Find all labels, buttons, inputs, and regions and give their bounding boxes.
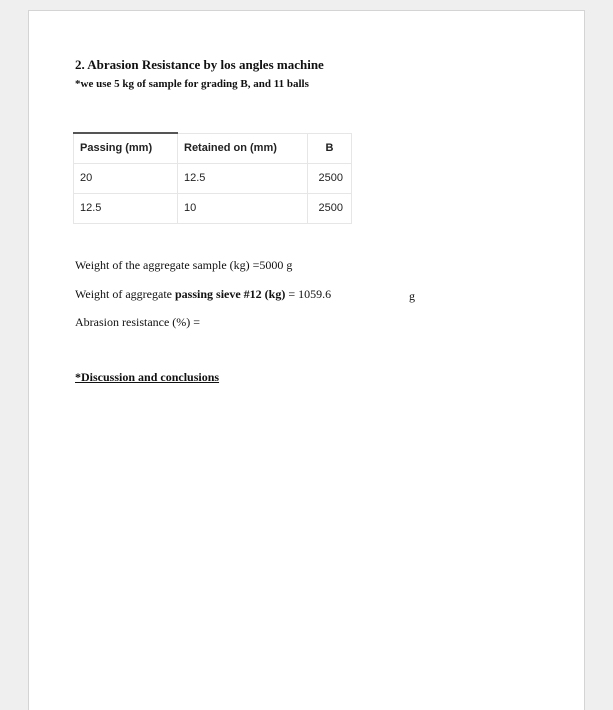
cell-retained: 10 xyxy=(178,193,308,223)
passing-weight-bold: passing sieve #12 (kg) xyxy=(175,287,286,301)
document-page xyxy=(28,10,585,710)
header-retained: Retained on (mm) xyxy=(178,133,308,163)
passing-weight-unit: g xyxy=(409,289,415,303)
discussion-heading: *Discussion and conclusions xyxy=(75,370,220,384)
section-heading: 2. Abrasion Resistance by los angles machine xyxy=(75,57,324,72)
passing-weight-line xyxy=(75,287,331,302)
sample-weight-line: Weight of the aggregate sample (kg) =5000 g xyxy=(75,258,293,272)
passing-weight-value: = 1059.6 xyxy=(285,287,332,301)
sieve-table xyxy=(73,132,352,224)
passing-weight-prefix: Weight of aggregate xyxy=(75,287,175,301)
header-grading-b: B xyxy=(308,133,352,163)
sample-note: *we use 5 kg of sample for grading B, and 11 balls xyxy=(75,78,309,90)
cell-retained: 12.5 xyxy=(178,163,308,193)
header-passing: Passing (mm) xyxy=(74,133,178,163)
cell-grading-b: 2500 xyxy=(308,163,352,193)
cell-passing: 20 xyxy=(74,163,178,193)
table-header-row xyxy=(74,133,352,163)
cell-passing: 12.5 xyxy=(74,193,178,223)
table-row xyxy=(74,163,352,193)
cell-grading-b: 2500 xyxy=(308,193,352,223)
abrasion-resistance-line: Abrasion resistance (%) = xyxy=(75,315,201,329)
table-row xyxy=(74,193,352,223)
